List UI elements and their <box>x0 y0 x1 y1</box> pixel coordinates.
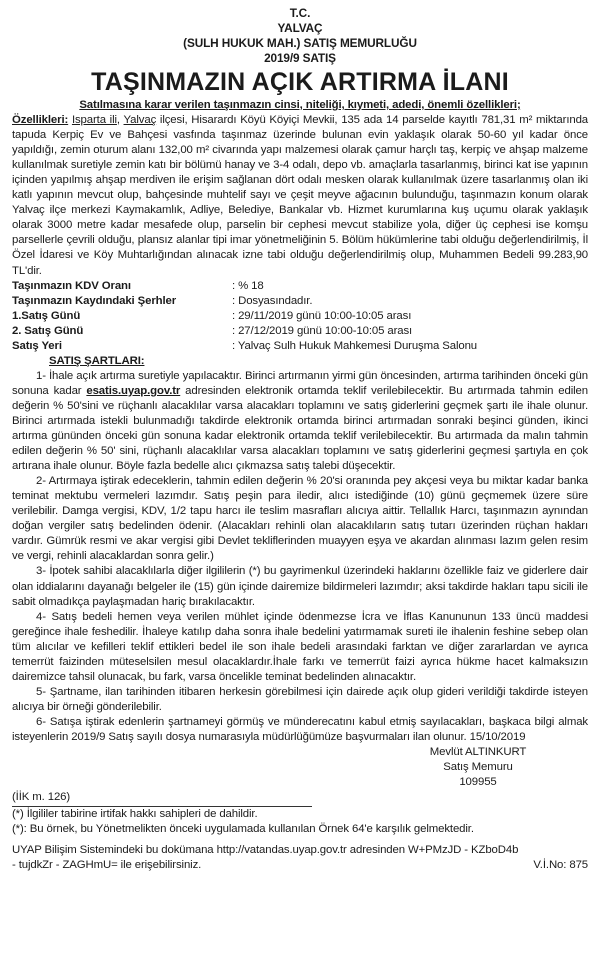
note-1: (*) İlgililer tabirine irtifak hakkı sahipleri de dahildir. <box>12 808 258 821</box>
properties-province: Isparta ili <box>71 114 117 127</box>
term-1-text-a: 1- İhale açık artırma suretiyle yapılacaktır. Birinci artırmanın yirmi gün öncesinden, artırma tarihinden önceki gün sonuna kadar <box>12 369 588 397</box>
properties-separator: , <box>116 114 124 127</box>
info-label: Satış Yeri <box>12 339 62 352</box>
info-row-first-sale <box>12 309 588 324</box>
info-label: Taşınmazın KDV Oranı <box>12 279 131 292</box>
signature-block <box>398 745 558 790</box>
info-label: 1.Satış Günü <box>12 309 81 322</box>
section-subtitle: Satılmasına karar verilen taşınmazın cinsi, niteliği, kıymeti, adedi, önemli özellikleri; <box>79 99 521 111</box>
footer-line-2: - tujdkZr - ZAGHmU= ile erişebilirsiniz. <box>12 859 202 872</box>
info-row-second-sale <box>12 324 588 339</box>
note-2: (*): Bu örnek, bu Yönetmelikten önceki uygulamada kullanılan Örnek 64'e karşılık gelmektedir. <box>12 823 474 836</box>
term-6: 6- Satışa iştirak edenlerin şartnameyi görmüş ve münderecatını kabul etmiş sayılacakları, başkaca bilgi almak isteyenlerin 2019/9 Satış sayılı dosya numarasıyla müdürlüğümüze başvurmaları ilan olunur. 15/10/2019 <box>12 715 588 743</box>
law-reference: (İİK m. 126) <box>12 791 71 804</box>
info-value: : 29/11/2019 günü 10:00-10:05 arası <box>232 309 412 322</box>
info-label: Taşınmazın Kaydındaki Şerhler <box>12 294 177 307</box>
header-file-number: 2019/9 SATIŞ <box>264 51 336 65</box>
info-value: : 27/12/2019 günü 10:00-10:05 arası <box>232 324 413 337</box>
vi-number: V.İ.No: 875 <box>533 859 588 872</box>
sale-terms-heading: SATIŞ ŞARTLARI: <box>49 354 145 367</box>
term-5: 5- Şartname, ilan tarihinden itibaren herkesin görebilmesi için dairede açık olup gideri verildiği takdirde isteyen alıcıya bir örneği gönderilebilir. <box>12 685 588 713</box>
header-office: (SULH HUKUK MAH.) SATIŞ MEMURLUĞU <box>183 36 417 50</box>
footer-line-1: UYAP Bilişim Sistemindeki bu dokümana http://vatandas.uyap.gov.tr adresinden W+PMzJD - KZboD4b <box>12 844 519 857</box>
properties-label: Özellikleri: <box>12 114 69 127</box>
info-value: : Dosyasındadır. <box>232 294 313 307</box>
esatis-link[interactable]: esatis.uyap.gov.tr <box>86 384 181 397</box>
signature-name: Mevlüt ALTINKURT <box>429 746 527 759</box>
properties-text: ilçesi, Hisarardı Köyü Köyiçi Mevkii, 135 ada 14 parselde kayıtlı 781,31 m² miktarında tapuda Kerpiç Ev ve Bahçesi vasfında taşınmaz üzerinde bulunan evin yaklaşık olarak 50-60 yıl kadar önce yapıldığı, zemin oturum alanı 132,00 m² civarında yapı malzemesi olarak çamur harçlı taş, kerpiç ve ahşap malzeme kullanılmak suretiyle zemin katı bir bölümü hanay ve 3-4 odalı, depo vb. amaçlarla tasarlanmış, birinci kat ise yapının içinden yapılmış ahşap merdiven ile erişim sağlanan dört odalı mesken olarak kullanılmak üzere tasarlanmış olan iki katlı yapının mevcut olup, bahçesinde muhtelif sayı ve çeşit meyve ağacının bulunduğu, taşınmazın konum olarak Yalvaç ilçe merkezi Kaymakamlık, Adliye, Belediye, Bankalar vb. Hizmet kurumlarına kuş uçumu olarak yaklaşık olarak 3000 metre kadar mesafede olup, parselin bir cephesi mevcut stabilize yola, diğer üç cephesi ise komşu parsellerle çevrili olduğu, plansız alanlar tipi imar yönetmeliğinin 5. Bölüm hükümlerine tabi olduğu değerlendirilmiş, İl Özel İdaresi ve Köy Muhtarlığından alınacak izne tabi olduğu değerlendirilmiş olup, Muhammen Bedeli 99.283,90 TL'dir. <box>12 114 589 277</box>
signature-title: Satış Memuru <box>443 761 513 774</box>
term-4: 4- Satış bedeli hemen veya verilen mühlet içinde ödenmezse İcra ve İflas Kanununun 133 üncü maddesi gereğince ihale feshedilir. İhaleye katılıp daha sonra ihale bedelini yatırmamak sureti ile ihalenin feshine sebep olan tüm alıcılar ve kefilleri teklif ettikleri bedel ile son ihale bedeli arasındaki farktan ve diğer zararlardan ve ayrıca temerrüt faizinden müteselsilen mesul olacaklardır.İhale farkı ve temerrüt faizi ayrıca hükme hacet kalmaksızın dairemizce tahsil olunacak, bu fark, varsa öncelikle teminat bedelinden alınacaktır. <box>12 610 588 683</box>
info-value: : % 18 <box>232 279 264 292</box>
header-district: YALVAÇ <box>277 21 323 35</box>
properties-paragraph <box>12 113 588 279</box>
page-title: TAŞINMAZIN AÇIK ARTIRMA İLANI <box>91 68 509 96</box>
term-3: 3- İpotek sahibi alacaklılarla diğer ilgililerin (*) bu gayrimenkul üzerindeki haklarını özellikle faiz ve giderlere dair olan iddialarını dayanağı belgeler ile (15) gün içinde dairemize bildirmeleri lazımdır; aksi takdirde hakları tapu sicili ile sabit olmadıkça paylaşmadan hariç bırakılacaktır. <box>12 565 588 608</box>
term-2: 2- Artırmaya iştirak edeceklerin, tahmin edilen değerin % 20'si oranında pey akçesi veya bu miktar kadar banka teminat mektubu vermeleri lazımdır. Satış peşin para iledir, alıcı istediğinde (10) günü geçmemek üzere süre verilebilir. Damga vergisi, KDV, 1/2 tapu harcı ile teslim masrafları alıcıya aittir. Tellallık Harcı, taşınmazın aynından doğan vergiler satış bedelinden ödenir. (Alacakları rehinli olan alacaklıların satış tutarı üzerinden rüçhan hakları vardır. Gümrük resmi ve akar vergisi gibi Devlet tekliflerinden muayyen eşya ve akardan alınması lazım gelen resim ve vergi, rehinli alacaklardan sonra gelir.) <box>12 475 588 563</box>
info-row-sale-place <box>12 339 588 354</box>
info-table <box>12 279 588 354</box>
info-label: 2. Satış Günü <box>12 324 84 337</box>
header-tc: T.C. <box>289 6 311 20</box>
info-value: : Yalvaç Sulh Hukuk Mahkemesi Duruşma Salonu <box>232 339 478 352</box>
info-row-kdv <box>12 279 588 294</box>
term-1-text-b: adresinden elektronik ortamda teklif verilebilecektir. Bu artırmada tahmin edilen değerin % 50'sini ve rüçhanlı alacaklılar varsa alacakları toplamını ve satış giderlerini geçmek şartı ile ihale olunur. Birinci artırmada istekli bulunmadığı takdirde elektronik ortamda birinci artırmadan sonraki beşinci günden, ikinci artırma gününden önceki gün sonuna kadar elektronik ortamda teklif verilebilecektir. Bu artırmada da malın tahmin edilen değerin % 50' sini, rüçhanlı alacaklılar varsa alacakları toplamını ve satış giderlerini geçmesi şartıyla en çok artırana ihale olunur. Böyle fazla bedelle alıcı çıkmazsa satış talebi düşecektir. <box>12 384 588 473</box>
signature-number: 109955 <box>459 776 497 789</box>
properties-district: Yalvaç <box>123 114 157 127</box>
term-1 <box>12 369 588 474</box>
footer-line-2-row <box>12 858 588 873</box>
info-row-serhler <box>12 294 588 309</box>
